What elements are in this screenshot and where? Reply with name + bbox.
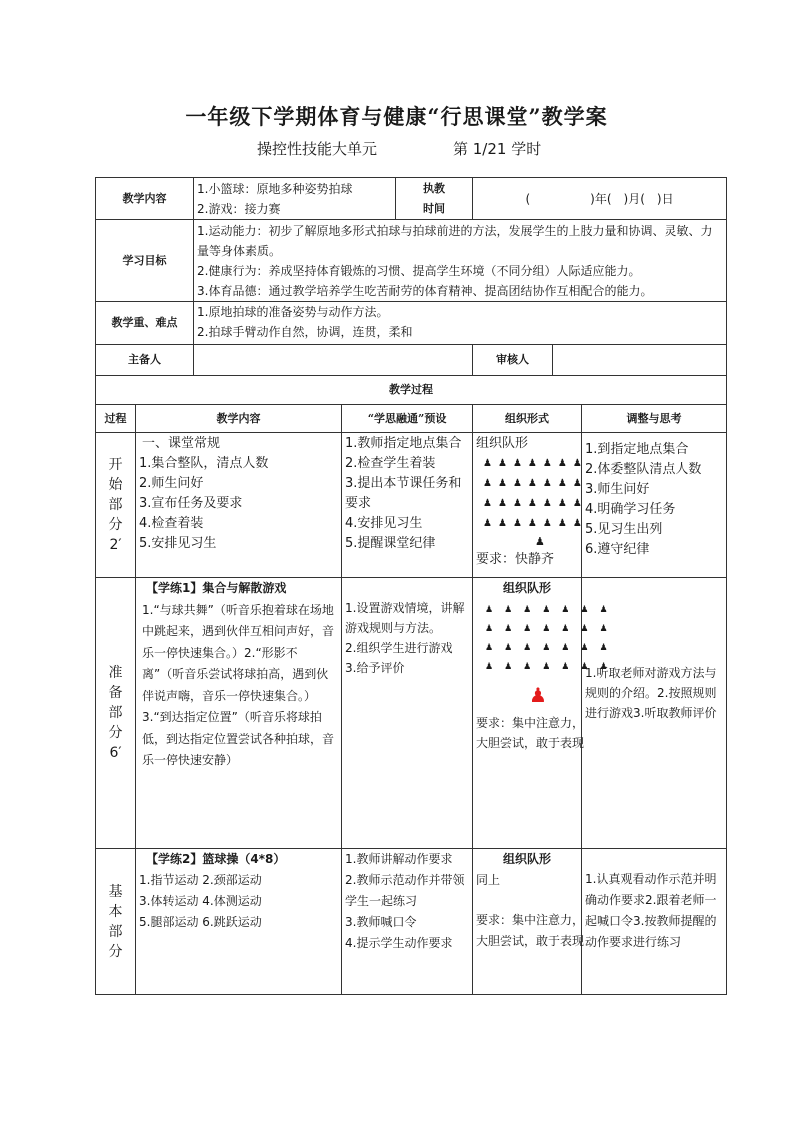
teach-time-label: 执教 时间 [396,178,473,220]
student-row-icon: ♟♟♟♟♟♟♟ [485,624,619,634]
col-header-organization: 组织形式 [473,405,582,433]
goal-item: 2.健康行为：养成坚持体育锻炼的习惯、提高学生环境（不同分组）人际适应能力。 [197,264,641,278]
content-items [194,178,396,220]
start-content: 一、课堂常规 1.集合整队，清点人数 2.师生问好 3.宣布任务及要求 4.检查着装 5.安排见习生 [136,433,342,578]
teacher-red-icon: ♟ [529,683,547,707]
org-requirement: 要求：快静齐 [476,552,555,567]
prep-preset: 1.设置游戏情境，讲解游戏规则与方法。 2.组织学生进行游戏 3.给予评价 [342,578,473,849]
student-row-icon: ♟♟♟♟♟♟♟ [483,458,588,469]
student-row-icon: ♟♟♟♟♟♟♟ [485,643,619,653]
lesson-number: 第 1/21 学时 [453,140,542,158]
phase-basic: 基 本 部 分 [96,849,136,995]
goals-text [194,220,727,302]
content-label: 教学内容 [96,178,194,220]
prep-content-title: 【学练1】集合与解散游戏 [146,581,287,595]
prep-adjust: 1.听取老师对游戏方法与规则的介绍。2.按照规则进行游戏3.听取教师评价 [582,578,727,849]
unit-subtitle: 操控性技能大单元 [257,140,378,158]
goal-item: 1.运动能力：初步了解原地多形式拍球与拍球前进的方法，发展学生的上肢力量和协调、灵敏、力量等身体素质。 [197,224,713,258]
key-point: 1.原地拍球的准备姿势与动作方法。 [197,305,389,319]
org-title: 组织队形 [476,436,529,451]
key-points [194,302,727,345]
page-title: 一年级下学期体育与健康“行思课堂”教学案 [185,104,608,129]
preparer-field[interactable] [194,345,473,376]
org-title: 组织队形 [503,581,552,595]
lesson-plan-table [95,177,727,995]
prep-organization [473,578,619,849]
org-title: 组织队形 [503,852,552,866]
org-same: 同上 [476,873,501,887]
goal-item: 3.体育品德：通过教学培养学生吃苦耐劳的体育精神、提高团结协作互相配合的能力。 [197,284,653,298]
student-row-icon: ♟♟♟♟♟♟♟ [483,518,588,529]
col-header-preset: “学思融通”预设 [342,405,473,433]
org-requirement: 要求：集中注意力， [476,913,585,927]
phase-start: 开 始 部 分 2′ [96,433,136,578]
col-header-phase: 过程 [96,405,136,433]
preparer-label: 主备人 [96,345,194,376]
org-requirement: 大胆尝试，敢于表现 [476,934,585,948]
student-row-icon: ♟♟♟♟♟♟♟ [483,498,588,509]
reviewer-label: 审核人 [473,345,553,376]
student-row-icon: ♟♟♟♟♟♟♟ [485,605,619,615]
teach-date-field[interactable]: ( )年( )月( )日 [473,178,727,220]
content-item: 1.小篮球：原地多种姿势拍球 [197,181,353,196]
teacher-icon: ♟ [535,535,545,548]
start-adjust: 1.到指定地点集合 2.体委整队清点人数 3.师生问好 4.明确学习任务 5.见习生出列 6.遵守纪律 [582,433,727,578]
col-header-content: 教学内容 [136,405,342,433]
col-header-adjust: 调整与思考 [582,405,727,433]
student-row-icon: ♟♟♟♟♟♟♟ [483,478,588,489]
org-requirement: 大胆尝试，敢于表现 [476,736,585,750]
prep-content [136,578,342,849]
student-row-icon: ♟♟♟♟♟♟♟ [485,662,619,672]
goals-label: 学习目标 [96,220,194,302]
basic-preset: 1.教师讲解动作要求 2.教师示范动作并带领学生一起练习 3.教师喊口令 4.提示学生动作要求 [342,849,473,995]
basic-content-title: 【学练2】篮球操（4*8） [146,852,286,866]
basic-content: 【学练2】篮球操（4*8） 1.指节运动 2.颈部运动 3.体转运动 4.体测运动 5.腿部运动 6.跳跃运动 [136,849,342,995]
key-points-label: 教学重、难点 [96,302,194,345]
reviewer-field[interactable] [553,345,727,376]
start-organization [473,433,588,578]
key-point: 2.拍球手臂动作自然，协调，连贯，柔和 [197,325,413,339]
phase-preparation: 准 备 部 分 6′ [96,578,136,849]
content-item: 2.游戏：接力赛 [197,201,281,216]
start-preset: 1.教师指定地点集合 2.检查学生着装 3.提出本节课任务和要求 4.安排见习生 5.提醒课堂纪律 [342,433,473,578]
prep-content-body: 1.“与球共舞”（听音乐抱着球在场地中跳起来，遇到伙伴互相问声好，音乐一停快速集合。）2.“形影不离”（听音乐尝试将球拍高，遇到伙伴说声嗨，音乐一停快速集合。）3.“到达指定位置”（听音乐将球拍低，到达指定位置尝试各种拍球，音乐一停快速安静） [142,602,335,767]
basic-organization [473,849,585,995]
process-title: 教学过程 [96,376,727,405]
basic-adjust: 1.认真观看动作示范并明确动作要求2.跟着老师一起喊口令3.按教师提醒的动作要求进行练习 [582,849,727,995]
org-requirement: 要求：集中注意力， [476,716,585,730]
